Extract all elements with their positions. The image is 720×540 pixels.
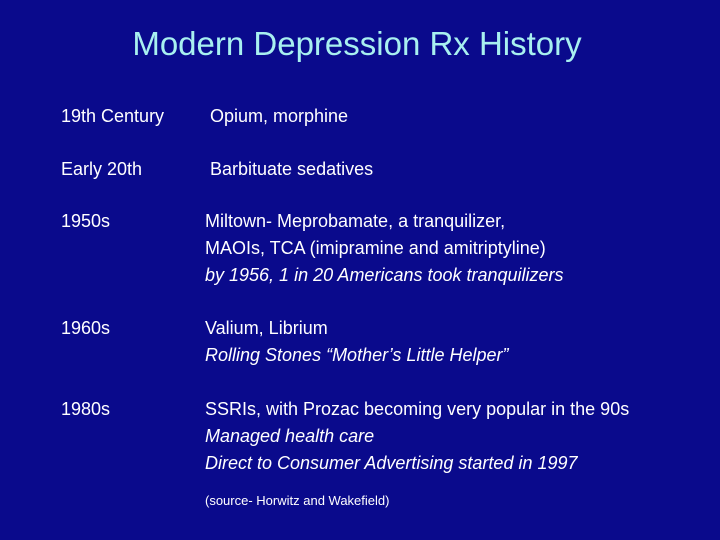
description-line-italic: Rolling Stones “Mother’s Little Helper”: [205, 345, 509, 365]
description-line: SSRIs, with Prozac becoming very popular in the 90s: [205, 399, 630, 419]
era-description-1950s: [205, 208, 564, 289]
description-line: Barbituate sedatives: [210, 159, 374, 179]
era-description-early-20th: [210, 156, 373, 183]
era-label-1980s: 1980s: [61, 399, 111, 419]
era-label-early-20th: Early 20th: [61, 159, 143, 179]
era-label-19th-century: 19th Century: [61, 106, 165, 126]
era-description-1960s: [205, 315, 508, 369]
description-line: Valium, Librium: [205, 318, 328, 338]
description-line-italic: by 1956, 1 in 20 Americans took tranquilizers: [205, 265, 564, 285]
description-line: Miltown- Meprobamate, a tranquilizer,: [205, 211, 506, 231]
era-description-1980s: [205, 396, 629, 477]
era-label-1960s: 1960s: [61, 318, 111, 338]
era-description-19th-century: [210, 103, 348, 130]
description-line: MAOIs, TCA (imipramine and amitriptyline): [205, 238, 546, 258]
source-citation: (source- Horwitz and Wakefield): [205, 493, 390, 508]
description-line-italic: Direct to Consumer Advertising started in 1997: [205, 453, 578, 473]
description-line: Opium, morphine: [210, 106, 349, 126]
description-line-italic: Managed health care: [205, 426, 375, 446]
era-label-1950s: 1950s: [61, 211, 111, 231]
slide-title: Modern Depression Rx History: [132, 25, 582, 62]
